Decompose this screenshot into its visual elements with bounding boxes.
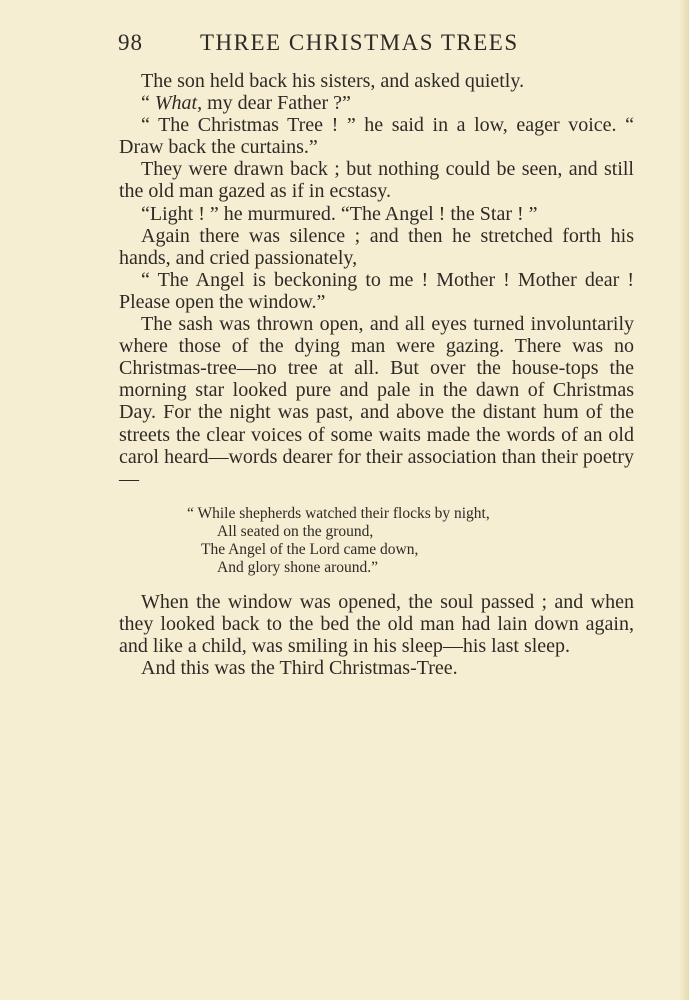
paragraph: And this was the Third Christmas-Tree. (141, 657, 458, 680)
verse-line: “ While shepherds watched their flocks by night, (187, 504, 490, 522)
verse-line: The Angel of the Lord came down, (201, 540, 419, 558)
verse-line: All seated on the ground, (217, 522, 374, 540)
carol-verse (119, 505, 634, 577)
italic-emphasis: What, (154, 92, 203, 115)
paragraph: “ The Angel is beckoning to me ! Mother ! Mother dear ! Please open the window.” (119, 268, 634, 313)
page-number: 98 (118, 30, 143, 55)
running-head: THREE CHRISTMAS TREES (200, 30, 519, 55)
paragraph: Again there was silence ; and then he stretched forth his hands, and cried passionately, (119, 224, 634, 269)
paragraph: “ The Christmas Tree ! ” he said in a low, eager voice. “ Draw back the curtains.” (119, 114, 634, 159)
paragraph: They were drawn back ; but nothing could be seen, and still the old man gazed as if in ecstasy. (119, 158, 634, 203)
page-edge-shadow (679, 0, 689, 1000)
paragraph: The sash was thrown open, and all eyes turned involuntarily where those of the dying man were gazing. There was no Christmas-tree—no tree at all. But over the house-tops the morning star looked pure and pale in the dawn of Christmas Day. For the night was past, and above the distant hum of the streets the clear voices of some waits made the words of an old carol heard—words dearer for their association than their poetry— (119, 313, 634, 490)
verse-line: And glory shone around.” (217, 558, 378, 576)
paragraph: “Light ! ” he murmured. “The Angel ! the Star ! ” (141, 202, 538, 225)
paragraph: “ What, my dear Father ?” (141, 92, 351, 115)
page-header (118, 30, 638, 60)
paragraph: When the window was opened, the soul passed ; and when they looked back to the bed the old man had lain down again, and like a child, was smiling in his sleep—his last sleep. (119, 590, 634, 657)
body-text (119, 70, 634, 679)
paragraph: The son held back his sisters, and asked quietly. (141, 70, 525, 92)
